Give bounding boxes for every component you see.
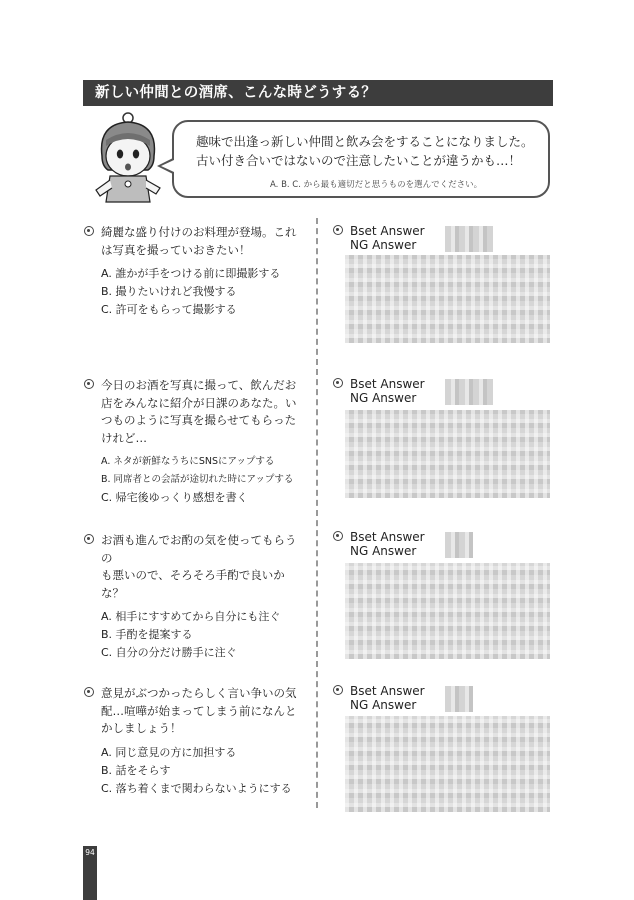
pixelated-explanation <box>345 716 550 812</box>
option-list <box>84 744 306 798</box>
bullet-circle-icon <box>333 378 343 388</box>
best-answer-label: Bset Answer <box>350 224 425 238</box>
option-a: A. 誰かが手をつける前に即撮影する <box>101 267 281 280</box>
answer-labels <box>333 684 555 712</box>
bullet-circle-icon <box>84 226 94 236</box>
question-3 <box>84 532 306 662</box>
page-number: 94 <box>85 848 95 857</box>
option-a: A. ネタが新鮮なうちにSNSにアップする <box>101 456 275 467</box>
option-list <box>84 453 306 507</box>
pixelated-answer-key <box>445 226 493 252</box>
answer-labels <box>333 530 555 558</box>
pixelated-answer-key <box>445 379 493 405</box>
bullet-circle-icon <box>84 687 94 697</box>
option-c: C. 落ち着くまで関わらないようにする <box>101 781 292 795</box>
question-2 <box>84 377 306 507</box>
answer-block-2 <box>333 377 555 405</box>
best-answer-label: Bset Answer <box>350 530 425 544</box>
option-list <box>84 608 306 662</box>
ng-answer-label: NG Answer <box>350 544 417 558</box>
option-b: B. 手酌を提案する <box>101 628 193 641</box>
option-c: C. 帰宅後ゆっくり感想を書く <box>101 491 248 504</box>
section-title: 新しい仲間との酒席、こんな時どうする？ <box>83 80 553 106</box>
option-a: A. 相手にすすめてから自分にも注ぐ <box>101 610 281 623</box>
option-b: B. 同席者との会話が途切れた時にアップする <box>101 474 294 485</box>
option-b: B. 撮りたいけれど我慢する <box>101 285 237 298</box>
ng-answer-label: NG Answer <box>350 391 417 405</box>
pixelated-answer-key <box>445 532 473 558</box>
ng-answer-label: NG Answer <box>350 698 417 712</box>
bullet-circle-icon <box>333 225 343 235</box>
question-text: お酒も進んでお酌の気を使ってもらうの も悪いので、そろそろ手酌で良いかな？ <box>84 532 306 602</box>
pixelated-explanation <box>345 563 550 659</box>
option-list <box>84 265 306 319</box>
best-answer-label: Bset Answer <box>350 684 425 698</box>
answer-labels <box>333 377 555 405</box>
best-answer-label: Bset Answer <box>350 377 425 391</box>
instruction-text: A. B. C. から最も適切だと思うものを選んでください。 <box>270 180 483 190</box>
option-c: C. 許可をもらって撮影する <box>101 303 237 316</box>
question-4 <box>84 685 306 798</box>
answer-labels <box>333 224 555 252</box>
option-b: B. 話をそらす <box>101 763 171 777</box>
intro-text: 趣味で出逢っ新しい仲間と飲み会をすることになりました。 古い付き合いではないので注意したいことが違うかも…！ <box>196 134 534 168</box>
bullet-circle-icon <box>333 531 343 541</box>
pixelated-answer-key <box>445 686 473 712</box>
option-a: A. 同じ意見の方に加担する <box>101 745 237 759</box>
question-text: 意見がぶつかったらしく言い争いの気 配…喧嘩が始まってしまう前になんと かしましょう！ <box>84 685 306 738</box>
bullet-circle-icon <box>84 379 94 389</box>
answer-block-1 <box>333 224 555 252</box>
column-divider <box>316 218 318 808</box>
answer-block-4 <box>333 684 555 712</box>
pixelated-explanation <box>345 255 550 343</box>
pixelated-explanation <box>345 410 550 498</box>
answer-block-3 <box>333 530 555 558</box>
question-1 <box>84 224 306 319</box>
option-c: C. 自分の分だけ勝手に注ぐ <box>101 646 237 659</box>
question-text: 今日のお酒を写真に撮って、飲んだお 店をみんなに紹介が日課のあなた。い つものように写真を撮らせてもらった けれど… <box>84 377 306 447</box>
ng-answer-label: NG Answer <box>350 238 417 252</box>
bullet-circle-icon <box>333 685 343 695</box>
question-text: 綺麗な盛り付けのお料理が登場。これ は写真を撮っていおきたい！ <box>84 224 306 259</box>
bullet-circle-icon <box>84 534 94 544</box>
